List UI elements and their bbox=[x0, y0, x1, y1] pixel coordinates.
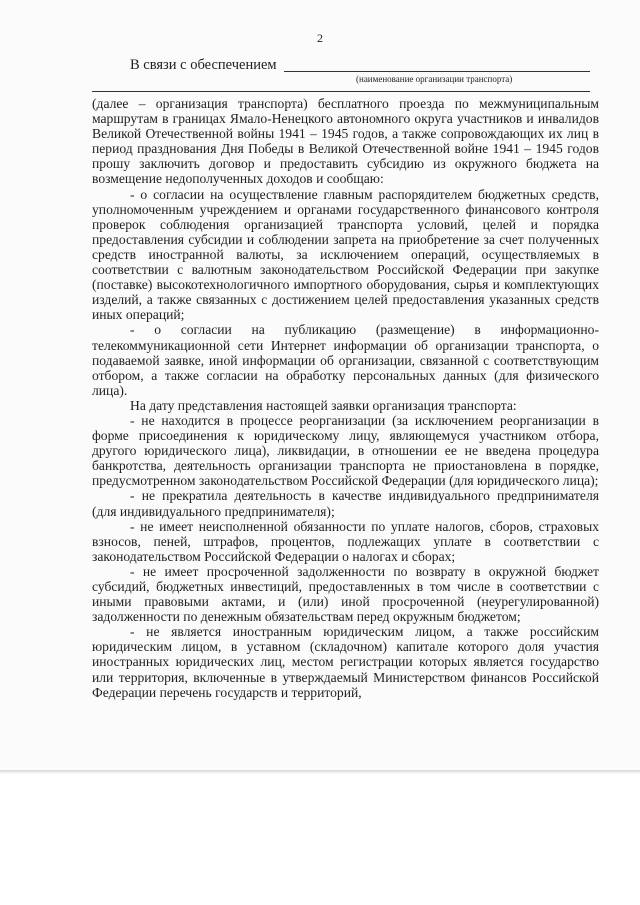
paragraph-status-heading: На дату представления настоящей заявки организация транспорта: bbox=[130, 397, 517, 413]
paragraph-intro: (далее – организация транспорта) бесплатного проезда по межмуниципальным маршрутам в границах Ямало-Ненецкого автономного округа участников и инвалидов Великой Отечественной войны 1941 – 1945 годов, а также сопровождающих их лиц в период празднования Дня Победы в Великой Отечественной войне 1941 – 1945 годов прошу заключить договор и предоставить субсидию из окружного бюджета на возмещение недополученных доходов и сообщаю: bbox=[92, 96, 599, 187]
intro-line: В связи с обеспечением bbox=[130, 57, 277, 73]
paragraph-no-reorganization: - не находится в процессе реорганизации (за исключением реорганизации в форме присоединения к юридическому лицу, являющемуся участником отбора, другого юридического лица), ликвидации, в отношении ее не введена процедура банкротства, деятельность организации транспорта не приостановлена в порядке, предусмотренном законодательством Российской Федерации (для юридического лица); bbox=[92, 412, 599, 489]
paragraph-entrepreneur-activity: - не прекратила деятельность в качестве индивидуального предпринимателя (для индивидуального предпринимателя); bbox=[92, 488, 599, 519]
page-number: 2 bbox=[317, 31, 323, 45]
paragraph-consent-inspection: - о согласии на осуществление главным распорядителем бюджетных средств, уполномоченным учреждением и органами государственного финансового контроля проверок соблюдения организацией транспорта условий, целей и порядка предоставления субсидии и соблюдении запрета на приобретение за счет полученных средств иностранной валюты, за исключением операций, осуществляемых в соответствии с валютным законодательством Российской Федерации при закупке (поставке) высокотехнологичного импортного оборудования, сырья и комплектующих изделий, а также связанных с достижением целей предоставления указанных средств иных операций; bbox=[92, 186, 599, 323]
organization-name-continuation-line bbox=[92, 91, 590, 92]
paragraph-no-tax-debt: - не имеет неисполненной обязанности по уплате налогов, сборов, страховых взносов, пеней, штрафов, процентов, подлежащих уплате в соответствии с законодательством Российской Федерации о налогах и сборах; bbox=[92, 518, 599, 564]
organization-name-field-line bbox=[284, 71, 590, 72]
application-body bbox=[92, 96, 599, 700]
paragraph-not-foreign-entity: - не является иностранным юридическим лицом, а также российским юридическим лицом, в уставном (складочном) капитале которого доля участия иностранных юридических лиц, местом регистрации которых является государство или территория, включенные в утверждаемый Министерством финансов Российской Федерации перечень государств и территорий, bbox=[92, 624, 599, 700]
scan-edge-shadow bbox=[0, 770, 640, 774]
organization-name-caption: (наименование организации транспорта) bbox=[356, 74, 513, 84]
paragraph-no-overdue-debt: - не имеет просроченной задолженности по возврату в окружной бюджет субсидий, бюджетных инвестиций, предоставленных в том числе в соответствии с иными правовыми актами, и (или) иной просроченной (неурегулированной) задолженности по денежным обязательствам перед окружным бюджетом; bbox=[92, 563, 599, 625]
paragraph-consent-publication: - о согласии на публикацию (размещение) в информационно-телекоммуникационной сети Интернет информации об организации транспорта, о подаваемой заявке, иной информации об организации, связанной с соответствующим отбором, а также согласии на обработку персональных данных (для физического лица). bbox=[92, 322, 599, 398]
